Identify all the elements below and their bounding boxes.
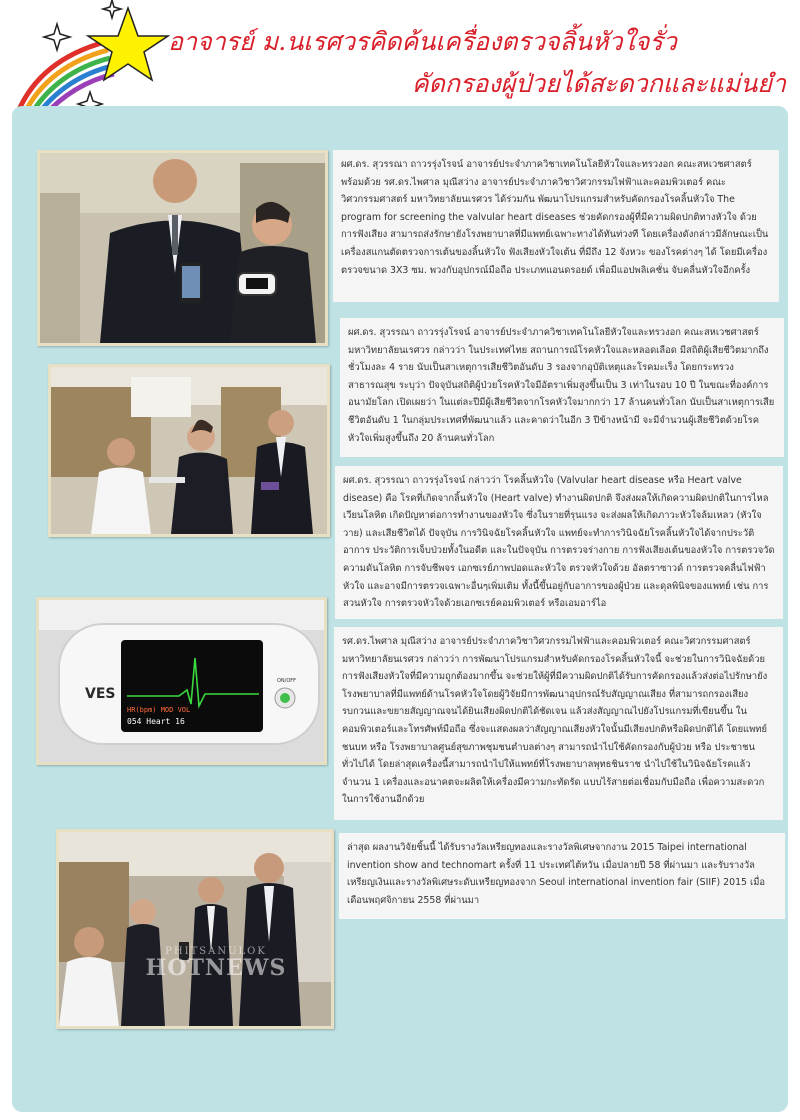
headline-line2: คัดกรองผู้ป่วยได้สะดวกและแม่นยำ bbox=[411, 69, 786, 98]
device-brand-logo: VES bbox=[85, 686, 116, 702]
article-paragraph-5: ล่าสุด ผลงานวิจัยชิ้นนี้ ได้รับรางวัลเหรียญทองและรางวัลพิเศษจากงาน 2015 Taipei international invention show and technomart ครั้งที่ 11 ประเทศไต้หวัน เมื่อปลายปี 58 ที่ผ่านมา และรับรางวัลเหรียญเงินและรางวัลพิเศษระดับเหรียญทองจาก Seoul international invention fair (SIIF) 2015 เมื่อเดือนพฤศจิกายน 2558 ที่ผ่านมา bbox=[339, 833, 785, 919]
photo-team-group bbox=[56, 829, 334, 1029]
device-power-label: ON/OFF bbox=[277, 678, 297, 684]
headline-line1: อาจารย์ ม.นเรศวรคิดค้นเครื่องตรวจลิ้นหัวใจรั่ว bbox=[168, 27, 677, 56]
article-paragraph-3: ผศ.ดร. สุวรรณา ถาวรรุ่งโรจน์ กล่าวว่า โรคลิ้นหัวใจ (Valvular heart disease หรือ Heart valve disease) คือ โรคที่เกิดจากลิ้นหัวใจ (Heart valve) ทำงานผิดปกติ จึงส่งผลให้เกิดความผิดปกติในการไหลเวียนโลหิต เกิดปัญหาต่อการทำงานของหัวใจ ซึ่งในรายที่รุนแรง จะส่งผลให้เกิดภาวะหัวใจล้มเหลว (หัวใจวาย) และเสียชีวิตได้ ปัจจุบัน การวินิจฉัยโรคลิ้นหัวใจ แพทย์จะทำการวินิจฉัยโรคลิ้นหัวใจได้จากประวัติอาการ ประวัติการเจ็บป่วยทั้งในอดีต และในปัจจุบัน การตรวจร่างกาย การฟังเสียงเต้นของหัวใจ การตรวจวัดความดันโลหิต การจับชีพจร เอกซเรย์ภาพปอดและหัวใจ ตรวจหัวใจด้วย อัลตราซาวด์ การตรวจคลื่นไฟฟ้าหัวใจ และอาจมีการตรวจเฉพาะอื่นๆเพิ่มเติม ทั้งนี้ขึ้นอยู่กับอาการของผู้ป่วย และดุลพินิจของแพทย์ เช่น การสวนหัวใจ การตรวจหัวใจด้วยเอกซเรย์คอมพิวเตอร์ หรือเอมอาร์ไอ bbox=[335, 466, 783, 619]
device-readout-label: HR(bpm) MOD VOL bbox=[127, 706, 191, 714]
page-header bbox=[0, 0, 800, 110]
photo-researchers-with-device bbox=[37, 150, 328, 346]
article-paragraph-4: รศ.ดร.ไพศาล มุณีสว่าง อาจารย์ประจำภาควิชาวิศวกรรมไฟฟ้าและคอมพิวเตอร์ คณะวิศวกรรมศาสตร์ มหาวิทยาลัยนเรศวร กล่าวว่า การพัฒนาโปรแกรมสำหรับคัดกรองโรคลิ้นหัวใจนี้ จะช่วยในการวินิจฉัยด้วยการฟังเสียงหัวใจที่มีความถูกต้องมากขึ้น จะช่วยให้ผู้ที่มีความผิดปกติได้รับการคัดกรองแล้วส่งต่อไปรักษายังโรงพยาบาลที่มีแพทย์ด้านโรคหัวใจโดยผู้วิจัยมีการพัฒนาอุปกรณ์รับสัญญาณเสียง ที่สามารถกรองเสียงรบกวนและขยายสัญญาณจนได้ยินเสียงผิดปกติได้ชัดเจน แล้วส่งสัญญาณไปยังโปรแกรมที่เขียนขึ้น ในคอมพิวเตอร์และโทรศัพท์มือถือ ซึ่งจะแสดงผลว่าสัญญาณเสียงหัวใจนั้นมีเสียงปกติหรือผิดปกติได้ โดยแพทย์ชนบท หรือ โรงพยาบาลศูนย์สุขภาพชุมชนตำบลต่างๆ สามารถนำไปใช้คัดกรองกับผู้ป่วย หรือ ประชาชนทั่วไปได้ โดยล่าสุดเครื่องนี้สามารถนำไปให้แพทย์ที่โรงพยาบาลพุทธชินราช นำไปใช้ในวินิจฉัยโรคแล้ว จำนวน 1 เครื่องและอนาคตจะผลิตให้เครื่องมีความกะทัดรัด แบบไร้สายต่อเชื่อมกับมือถือ เพื่อความสะดวกในการใช้งานอีกด้วย bbox=[334, 627, 783, 820]
photo-lab-demonstration bbox=[48, 364, 330, 537]
article-paragraph-1: ผศ.ดร. สุวรรณา ถาวรรุ่งโรจน์ อาจารย์ประจำภาควิชาเทคโนโลยีหัวใจและทรวงอก คณะสหเวชศาสตร์ พร้อมด้วย รศ.ดร.ไพศาล มุณีสว่าง อาจารย์ประจำภาควิชาวิศวกรรมไฟฟ้าและคอมพิวเตอร์ คณะวิศวกรรมศาสตร์ มหาวิทยาลัยนเรศวร ได้ร่วมกัน พัฒนาโปรแกรมสำหรับคัดกรองโรคลิ้นหัวใจ The program for screening the valvular heart diseases ช่วยคัดกรองผู้ที่มีความผิดปกติทางหัวใจ ด้วยการฟังเสียง สามารถส่งรักษายังโรงพยาบาลที่มีแพทย์เฉพาะทางได้ทันท่วงที โดยเครื่องดังกล่าวมีลักษณะเป็นเครื่องสแกนตัดตรวจการเต้นของลิ้นหัวใจ ฟังเสียงหัวใจเต้น ที่มีถึง 12 จังหวะ ของโรคต่างๆ ได้ โดยมีเครื่องตรวจขนาด 3X3 ซม. พวงกับอุปกรณ์มือถือ ประเภทแอนดรอยด์ เพื่อมีแอปพลิเคชั่น จับคลื่นหัวใจอีกครั้ง bbox=[333, 150, 779, 302]
photo-device-closeup bbox=[36, 597, 327, 765]
watermark-logo: PHITSANULOK HOTNEWS bbox=[145, 946, 287, 981]
device-readout-values: 054 Heart 16 bbox=[127, 717, 185, 726]
article-paragraph-2: ผศ.ดร. สุวรรณา ถาวรรุ่งโรจน์ อาจารย์ประจำภาควิชาเทคโนโลยีหัวใจและทรวงอก คณะสหเวชศาสตร์ มหาวิทยาลัยนเรศวร กล่าวว่า ในประเทศไทย สถานการณ์โรคหัวใจและหลอดเลือด มีสถิติผู้เสียชีวิตมากถึงชั่วโมงละ 4 ราย นับเป็นสาเหตุการเสียชีวิตอันดับ 3 รองจากอุบัติเหตุและโรคมะเร็ง โดยกระทรวงสาธารณสุข ระบุว่า ปัจจุบันสถิติผู้ป่วยโรคหัวใจมีอัตราเพิ่มสูงขึ้นเป็น 3 เท่าในรอบ 10 ปี ในขณะที่องค์การอนามัยโลก เปิดเผยว่า ในแต่ละปีมีผู้เสียชีวิตจากโรคหัวใจมากกว่า 17 ล้านคนทั่วโลก นับเป็นสาเหตุการเสียชีวิตอันดับ 1 ในกลุ่มประเทศที่พัฒนาแล้ว และคาดว่าในอีก 3 ปีข้างหน้ามี จะมีจำนวนผู้เสียชีวิตด้วยโรคหัวใจเพิ่มสูงขึ้นถึง 20 ล้านคนทั่วโลก bbox=[340, 318, 784, 457]
shooting-star-icon bbox=[0, 0, 170, 118]
